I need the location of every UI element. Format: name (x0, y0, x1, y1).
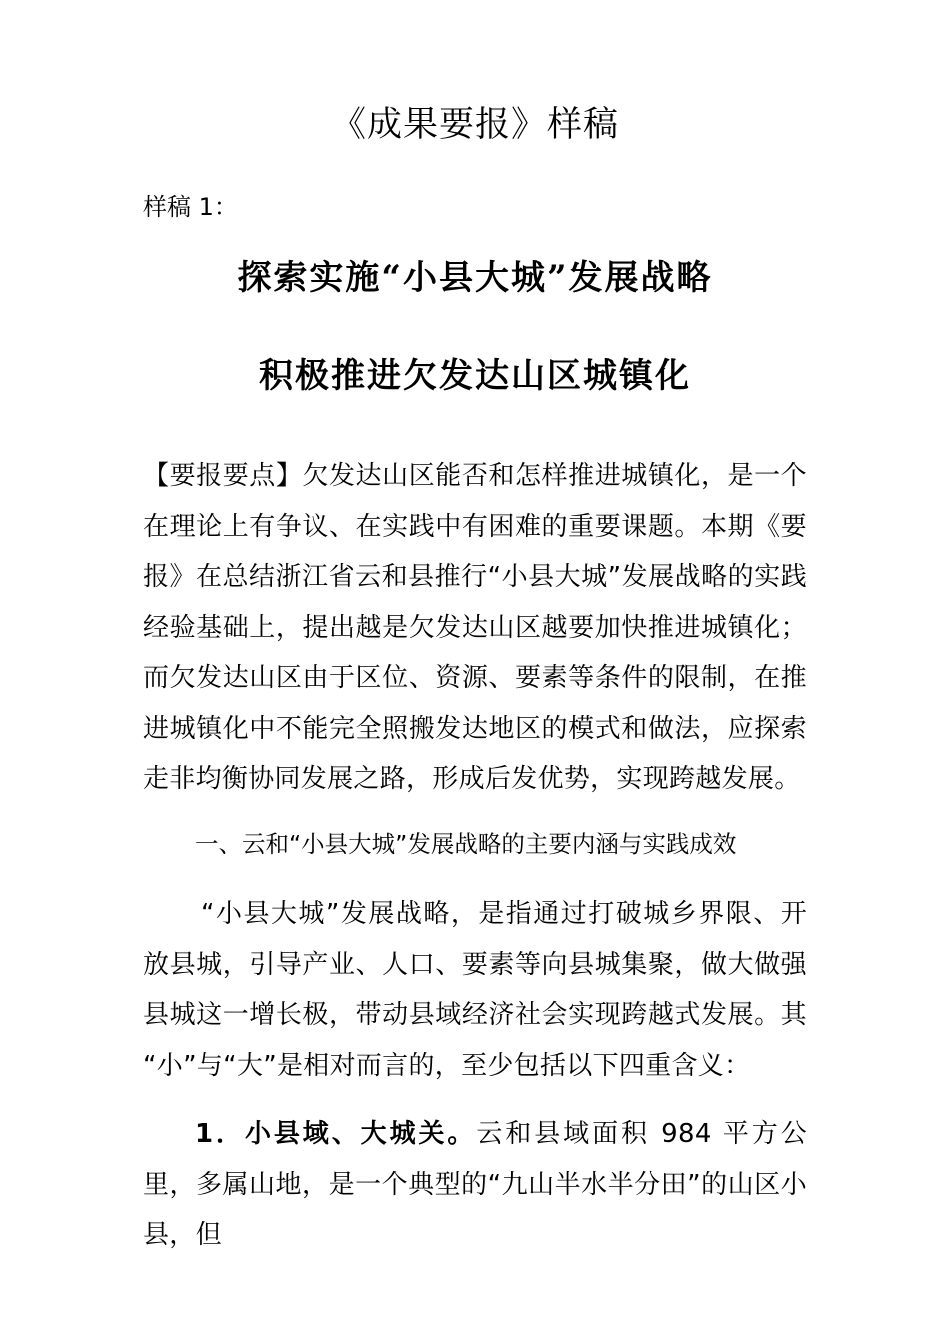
concept-paragraph: “小县大城”发展战略，是指通过打破城乡界限、开放县城，引导产业、人口、要素等向县城集聚，做大做强县城这一增长极，带动县域经济社会实现跨越式发展。其 “小”与“大”是相对而言的，至少包括以下四重含义： (143, 899, 807, 1081)
summary-paragraph: 【要报要点】欠发达山区能否和怎样推进城镇化，是一个在理论上有争议、在实践中有困难的重要课题。本期《要报》在总结浙江省云和县推行“小县大城”发展战略的实践经验基础上，提出越是欠发达山区越要加快推进城镇化；而欠发达山区由于区位、资源、要素等条件的限制，在推进城镇化中不能完全照搬发达地区的模式和做法，应探索走非均衡协同发展之路，形成后发优势，实现跨越发展。 (143, 461, 807, 794)
sample-label: 样稿 1： (143, 193, 238, 221)
point-1-paragraph (143, 1109, 807, 1261)
section-heading: 一、云和“小县大城”发展战略的主要内涵与实践成效 (195, 830, 737, 858)
point-1-label: 1．小县域、大城关。 (195, 1119, 477, 1149)
document-title: 《成果要报》样稿 (330, 105, 619, 145)
headline-line-2: 积极推进欠发达山区城镇化 (259, 356, 691, 396)
point-1-text: 云和县域面积 984 平方公里，多属山地，是一个典型的“九山半水半分田”的山区小县，但 (143, 1119, 808, 1250)
headline-line-1: 探索实施“小县大城”发展战略 (237, 258, 713, 298)
